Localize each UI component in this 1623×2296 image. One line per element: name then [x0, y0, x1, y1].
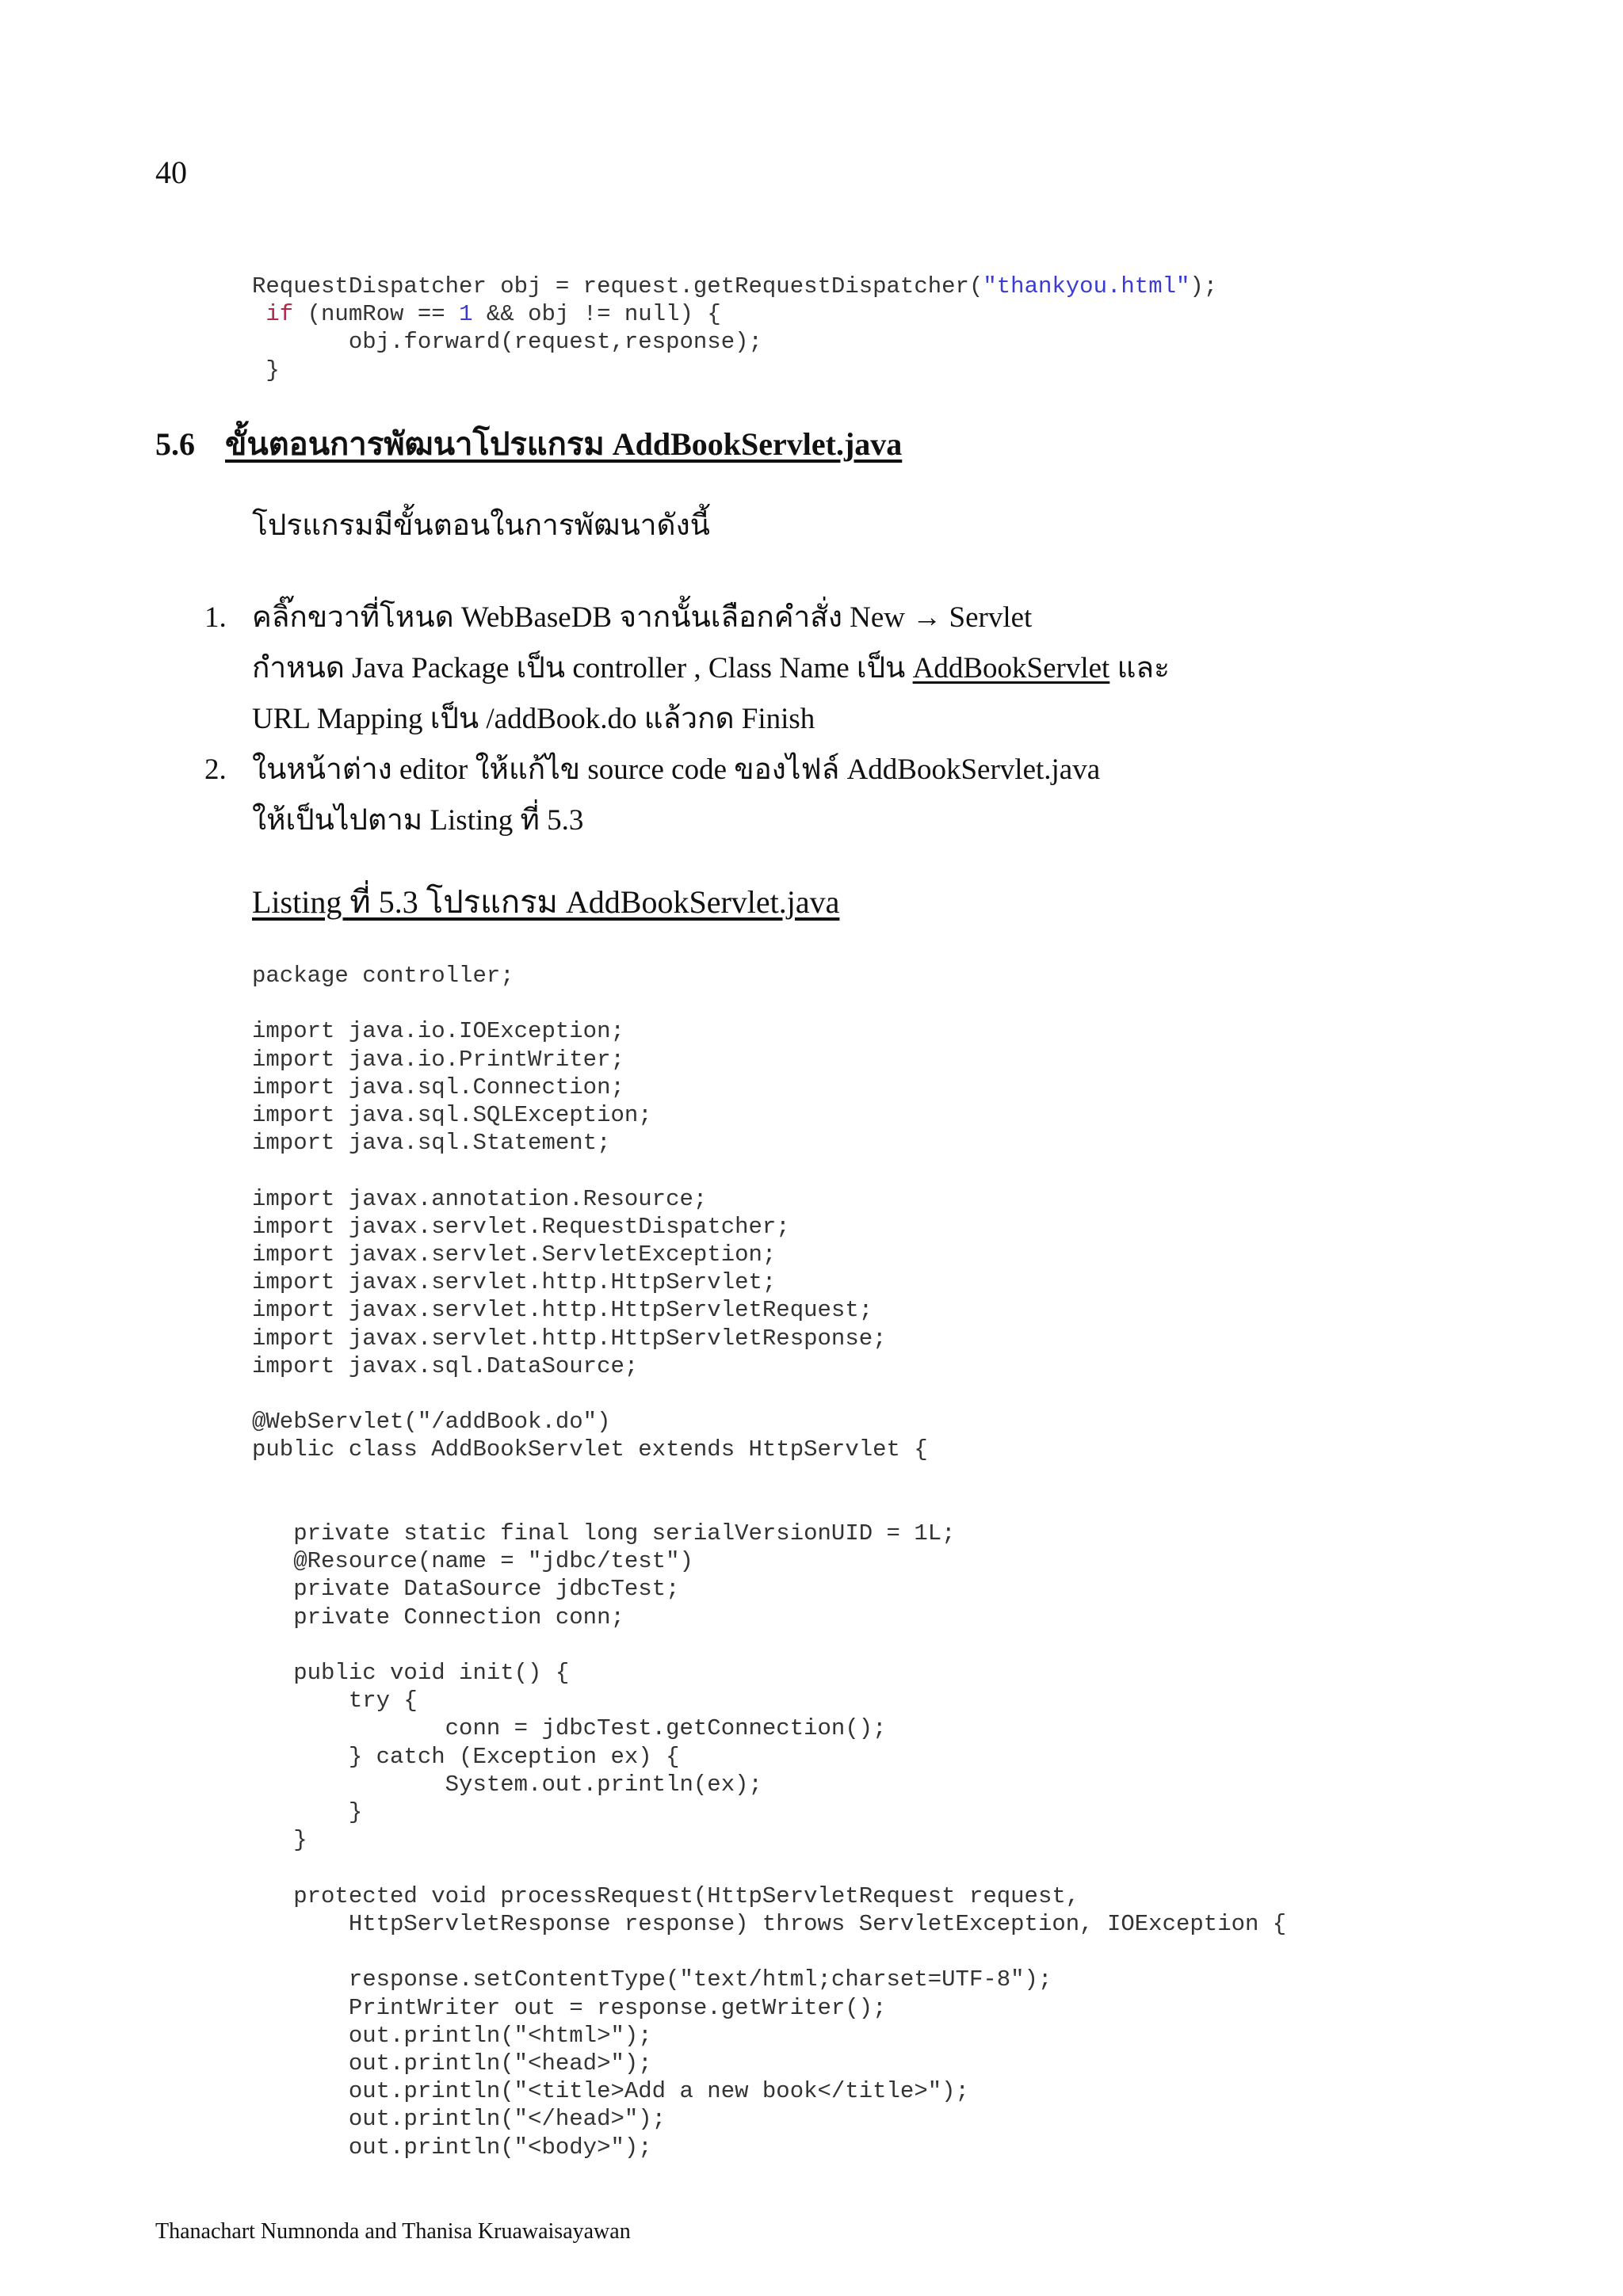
string-literal: "thankyou.html" — [983, 273, 1190, 299]
section-title: ขั้นตอนการพัฒนาโปรแกรม AddBookServlet.java — [225, 426, 903, 462]
step-1-line-3: URL Mapping เป็น /addBook.do แล้วกด Finish — [252, 703, 815, 735]
code-line: RequestDispatcher obj = request.getRequestDispatcher("thankyou.html"); — [252, 273, 1218, 299]
step-2-line-1: ในหน้าต่าง editor ให้แก้ไข source code ของไฟล์ AddBookServlet.java — [252, 753, 1101, 786]
code-line: obj.forward(request,response); — [252, 329, 762, 356]
code-line: if (numRow == 1 && obj != null) { — [265, 301, 721, 328]
keyword: if — [265, 301, 294, 328]
step-1-line-2: กำหนด Java Package เป็น controller , Class Name เป็น AddBookServlet และ — [252, 652, 1170, 685]
page-number: 40 — [155, 154, 187, 190]
code-line: } — [252, 357, 280, 383]
section-number: 5.6 — [155, 426, 195, 462]
section-heading — [155, 425, 902, 464]
step-number: 2. — [204, 753, 227, 786]
code-snippet-top — [252, 273, 1217, 384]
class-name-underlined: AddBookServlet — [912, 652, 1110, 685]
step-number: 1. — [204, 601, 227, 634]
footer-authors: Thanachart Numnonda and Thanisa Kruawaisayawan — [155, 2219, 631, 2244]
code-listing: package controller; import java.io.IOException; import java.io.PrintWriter; import java.sql.Connection; import java.sql.SQLException; import java.sql.Statement; import javax.annotation.Resource; import javax.servlet.RequestDispatcher; import javax.servlet.ServletException; import javax.servlet.http.HttpServlet; import javax.servlet.http.HttpServletRequest; import javax.servlet.http.HttpServletResponse; import javax.sql.DataSource; @WebServlet("/addBook.do") public class AddBookServlet extends HttpServlet { private static final long serialVersionUID = 1L; @Resource(name = "jdbc/test") private DataSource jdbcTest; private Connection conn; public void init() { try { conn = jdbcTest.getConnection(); } catch (Exception ex) { System.out.println(ex); } } protected void processRequest(HttpServletRequest request, HttpServletResponse response) throws ServletException, IOException { response.setContentType("text/html;charset=UTF-8"); PrintWriter out = response.getWriter(); out.println("<html>"); out.println("<head>"); out.println("<title>Add a new book</title>"); out.println("</head>"); out.println("<body>"); — [252, 963, 1287, 2161]
listing-title: Listing ที่ 5.3 โปรแกรม AddBookServlet.java — [252, 884, 840, 920]
step-2-line-2: ให้เป็นไปตาม Listing ที่ 5.3 — [252, 804, 584, 837]
number-literal: 1 — [459, 301, 473, 328]
step-1-line-1: คลิ๊กขวาที่โหนด WebBaseDB จากนั้นเลือกคำสั่ง New → Servlet — [252, 601, 1033, 634]
intro-text: โปรแกรมมีขั้นตอนในการพัฒนาดังนี้ — [252, 509, 710, 542]
